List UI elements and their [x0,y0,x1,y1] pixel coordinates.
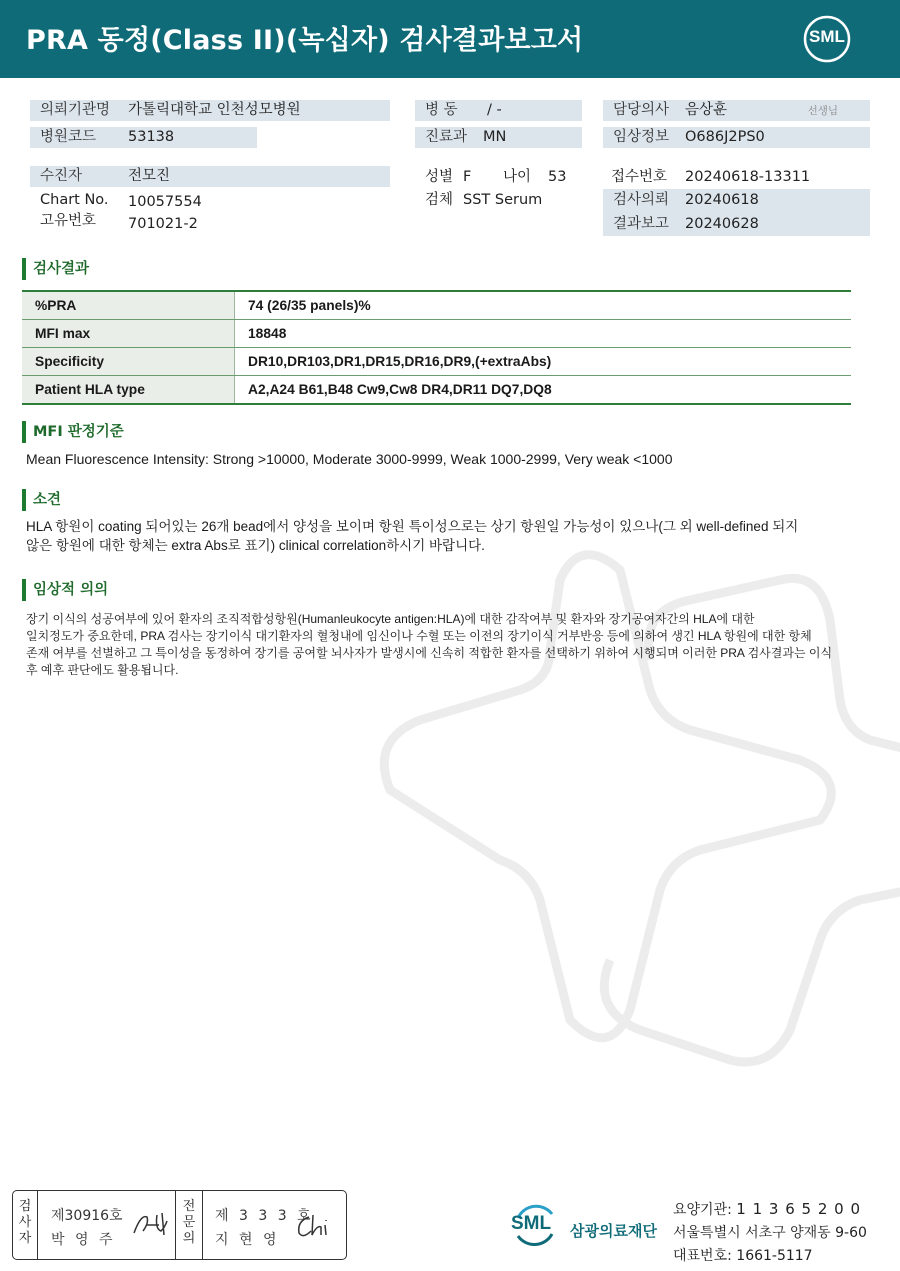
examiner-label-col [13,1191,38,1259]
institution-label: 의뢰기관명 [40,102,111,118]
clinical-line: 존재 여부를 선별하고 그 특이성을 동정하여 장기를 공여할 뇌사자가 발생시에 신속히 적합한 환자를 선택하기 위하여 시행되며 이러한 PRA 검사결과는 이식 [26,646,833,660]
clinical-info-field [603,127,870,148]
institution-value: 가톨릭대학교 인천성모병원 [128,102,301,118]
specialist-label-col [175,1191,203,1259]
department-field [415,127,582,148]
chart-no-label: Chart No. [40,192,109,208]
specimen-label: 검체 [425,192,454,208]
footer-phone-line [673,1245,813,1265]
footer-org-name: 삼광의료재단 [570,1222,657,1240]
ward-value: / - [487,102,502,118]
doctor-label: 담당의사 [613,102,670,118]
sml-footer-logo-text: SML [511,1213,552,1234]
age-value: 53 [548,169,567,185]
footer-phone-label: 대표번호: [673,1248,732,1264]
specialist-name: 지 현 영 [215,1232,280,1248]
sex-label: 성별 [425,169,454,185]
doctor-suffix: 선생님 [807,105,838,117]
institution-field [30,100,390,121]
signature-box [12,1190,347,1260]
clinical-line: 후 예후 판단에도 활용됩니다. [26,663,179,677]
ward-field [415,100,582,121]
department-value: MN [483,129,507,145]
results-key: Patient HLA type [22,376,235,405]
results-value: 18848 [235,320,852,348]
specimen-value: SST Serum [463,192,543,208]
unique-id-value: 701021-2 [128,216,198,232]
results-value: 74 (26/35 panels)% [235,291,852,320]
footer-code-value: 1 1 3 6 5 2 0 0 [736,1200,862,1218]
results-value: A2,A24 B61,B48 Cw9,Cw8 DR4,DR11 DQ7,DQ8 [235,376,852,405]
footer-code-line [673,1199,861,1219]
sex-value: F [463,169,472,185]
clinical-line: 장기 이식의 성공여부에 있어 환자의 조직적합성항원(Humanleukocyte antigen:HLA)에 대한 감작여부 및 환자와 장기공여자간의 HLA에 대한 [26,612,755,626]
receipt-value: 20240618-13311 [685,169,811,185]
mfi-heading: MFI 판정기준 [22,421,124,443]
doctor-field [603,100,870,121]
clinical-heading: 임상적 의의 [22,579,108,601]
unique-id-label: 고유번호 [40,213,97,229]
results-key: MFI max [22,320,235,348]
opinion-heading: 소견 [22,489,61,511]
report-title: PRA 동정(Class II)(녹십자) 검사결과보고서 [26,25,584,56]
specialist-label: 전 문 의 [182,1199,196,1246]
examiner-label: 검 사 자 [18,1199,32,1246]
hospital-code-label: 병원코드 [40,129,97,145]
footer-code-label: 요양기관: [673,1202,732,1218]
opinion-text [26,517,798,555]
specialist-license: 제 3 3 3 호 [215,1208,314,1224]
results-table [22,290,851,405]
results-value: DR10,DR103,DR1,DR15,DR16,DR9,(+extraAbs) [235,348,852,376]
specialist-signature-icon [295,1211,335,1241]
footer-address: 서울특별시 서초구 양재동 9-60 [673,1225,867,1241]
results-row [22,348,851,376]
examiner-name: 박 영 주 [51,1232,116,1248]
opinion-line: 않은 항원에 대한 항체는 extra Abs로 표기) clinical correlation하시기 바랍니다. [26,538,485,553]
report-label: 결과보고 [613,216,670,232]
footer-phone-value: 1661-5117 [736,1248,813,1264]
sml-logo-text: SML [809,27,845,46]
receipt-label: 접수번호 [611,169,668,185]
results-heading: 검사결과 [22,258,89,280]
hospital-code-value: 53138 [128,129,175,145]
request-value: 20240618 [685,192,759,208]
clinical-line: 일치정도가 중요한데, PRA 검사는 장기이식 대기환자의 혈청내에 임신이나 수혈 또는 이전의 장기이식 거부반응 등에 의하여 생긴 HLA 항원에 대한 항체 [26,629,812,643]
dates-field [603,189,870,236]
age-label: 나이 [503,169,532,185]
results-key: %PRA [22,291,235,320]
clinical-info-value: O686J2PS0 [685,129,765,145]
hospital-code-field [30,127,257,148]
chart-no-value: 10057554 [128,194,202,210]
recipient-field [30,166,390,187]
ward-label: 병 동 [425,102,458,118]
clinical-info-label: 임상정보 [613,129,670,145]
examiner-license: 제30916호 [51,1208,123,1224]
request-label: 검사의뢰 [613,192,670,208]
mfi-criteria-text: Mean Fluorescence Intensity: Strong >10000, Moderate 3000-9999, Weak 1000-2999, Very weak <1000 [26,451,673,467]
recipient-value: 전모진 [128,168,171,184]
opinion-line: HLA 항원이 coating 되어있는 26개 bead에서 양성을 보이며 항원 특이성으로는 상기 항원일 가능성이 있으나(그 외 well-defined 되지 [26,519,799,534]
doctor-value: 음상훈 [685,102,728,118]
results-row [22,376,851,405]
report-header [0,0,900,78]
results-key: Specificity [22,348,235,376]
recipient-label: 수진자 [40,168,83,184]
report-value: 20240628 [685,216,759,232]
clinical-text [26,611,832,679]
examiner-signature-icon [131,1209,171,1239]
results-row [22,291,851,320]
results-row [22,320,851,348]
department-label: 진료과 [425,129,468,145]
